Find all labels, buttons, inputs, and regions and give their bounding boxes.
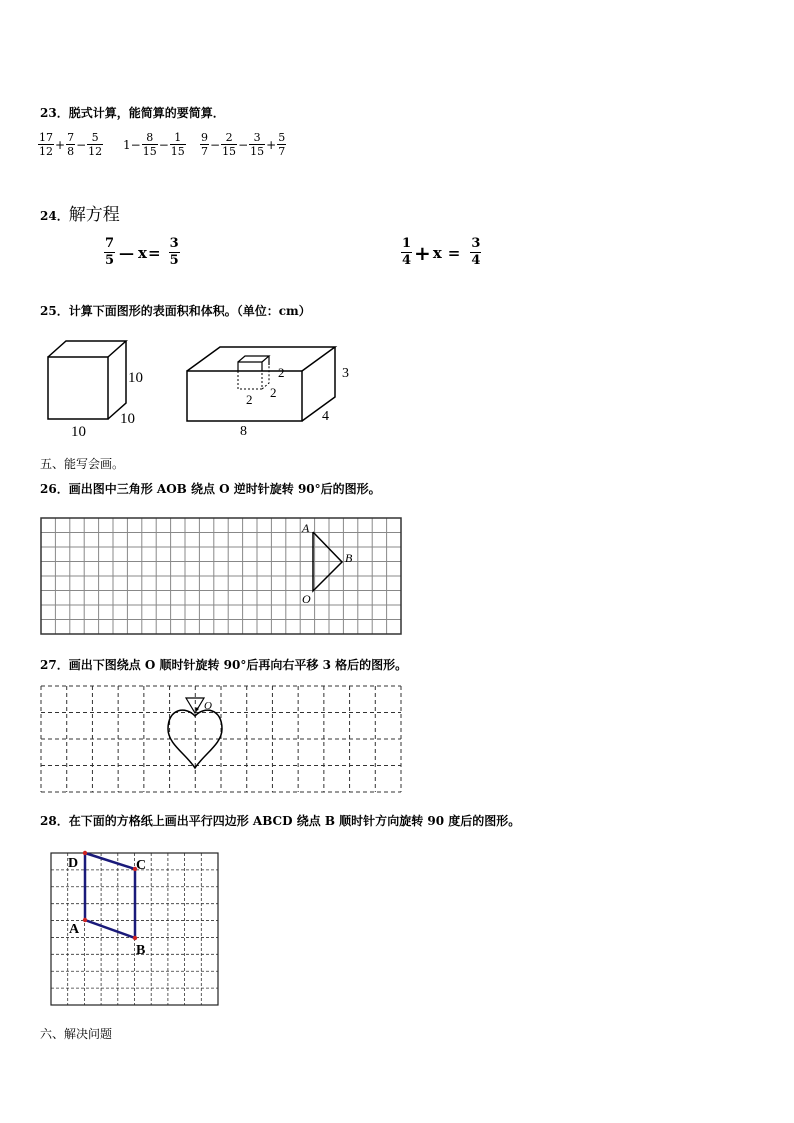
operator: + xyxy=(266,137,277,152)
label-o: O xyxy=(204,700,212,712)
operator: − xyxy=(158,137,169,152)
fraction: $\frac{2}{15}$ xyxy=(222,131,237,158)
fraction: $\frac{1}{15}$ xyxy=(170,131,185,158)
q24-equation-1 xyxy=(104,236,180,269)
operator: 1− xyxy=(123,137,141,152)
cube-figure xyxy=(48,341,126,419)
vertex-points xyxy=(83,851,137,940)
cut-cube-front xyxy=(238,362,262,371)
q23-expression-1 xyxy=(38,131,103,158)
label-a: A xyxy=(302,521,310,535)
cube-width-label: 10 xyxy=(71,424,86,440)
cube-top-face xyxy=(48,341,126,357)
q27-grid-figure xyxy=(40,684,404,796)
fraction: $\frac{3}{15}$ xyxy=(250,131,265,158)
cut-cube-top xyxy=(238,356,269,362)
cut-cube-hidden-side xyxy=(262,365,269,389)
fraction: $\frac{17}{12}$ xyxy=(39,131,53,158)
prism-depth-label: 4 xyxy=(322,409,329,424)
q23-expression-3 xyxy=(200,131,286,158)
label-b: B xyxy=(345,551,353,565)
label-a: A xyxy=(69,922,80,937)
q26-grid xyxy=(41,518,401,634)
label-c: C xyxy=(136,858,147,873)
operator: − xyxy=(210,137,221,152)
fraction: $\frac{3}{5}$ xyxy=(169,236,179,268)
cut-width-label: 2 xyxy=(246,392,253,407)
q23-title: 23．脱式计算，能简算的要简算． xyxy=(40,106,225,120)
cube-depth-label: 10 xyxy=(120,411,135,427)
q25-title: 25．计算下面图形的表面积和体积。（单位：cm） xyxy=(40,304,311,318)
vertex-d xyxy=(83,851,87,855)
label-d: D xyxy=(68,856,79,871)
q24-heading xyxy=(40,200,120,225)
fraction: $\frac{5}{7}$ xyxy=(278,131,286,158)
q26-title: 26．画出图中三角形 AOB 绕点 O 逆时针旋转 90°后的图形。 xyxy=(40,482,381,496)
prism-width-label: 8 xyxy=(240,424,247,439)
label-o: O xyxy=(302,592,311,606)
fraction: $\frac{1}{4}$ xyxy=(402,236,412,268)
minus-sign: — xyxy=(119,243,135,262)
plus-sign: + xyxy=(414,240,431,265)
fraction: $\frac{7}{5}$ xyxy=(105,236,115,268)
q28-title: 28．在下面的方格纸上画出平行四边形 ABCD 绕点 B 顺时针方向旋转 90 度后的图形。 xyxy=(40,814,521,828)
parallelogram-abcd xyxy=(85,853,135,938)
cut-depth-label: 2 xyxy=(270,385,277,400)
fraction: $\frac{9}{7}$ xyxy=(201,131,208,158)
q24-equation-2 xyxy=(401,236,481,269)
q28-grid-figure xyxy=(40,846,226,1010)
operator: − xyxy=(238,137,249,152)
q27-grid xyxy=(41,686,401,792)
cut-cube-hidden-front xyxy=(238,371,262,389)
label-b: B xyxy=(136,943,146,958)
cube-front-face xyxy=(48,357,108,419)
fraction: $\frac{3}{4}$ xyxy=(471,236,481,268)
cube-side-face xyxy=(108,341,126,419)
operator: − xyxy=(76,137,87,152)
prism-front-face xyxy=(187,371,302,421)
cube-height-label: 10 xyxy=(128,370,143,386)
prism-top-face xyxy=(187,347,335,371)
q25-figures xyxy=(40,335,370,440)
q24-number: 24． xyxy=(40,209,69,223)
q24-title: 解方程 xyxy=(68,205,120,225)
q26-grid-figure xyxy=(40,516,404,638)
vertex-a xyxy=(83,918,87,922)
fraction: $\frac{7}{8}$ xyxy=(67,131,75,158)
variable-x: x xyxy=(138,243,147,262)
section-5-heading: 五、能写会画。 xyxy=(40,457,125,471)
equals-sign: = xyxy=(447,243,461,262)
cut-height-label: 2 xyxy=(278,365,285,380)
prism-figure xyxy=(187,347,335,421)
q27-title: 27．画出下图绕点 O 顺时针旋转 90°后再向右平移 3 格后的图形。 xyxy=(40,658,408,672)
equals-sign: = xyxy=(148,243,161,262)
prism-height-label: 3 xyxy=(342,366,349,381)
variable-x: x xyxy=(432,243,442,262)
vertex-b xyxy=(133,936,137,940)
fraction: $\frac{8}{15}$ xyxy=(142,131,157,158)
q23-expression-2 xyxy=(122,131,186,158)
section-6-heading: 六、解决问题 xyxy=(40,1027,113,1041)
operator: + xyxy=(55,137,66,152)
fraction: $\frac{5}{12}$ xyxy=(88,131,103,158)
point-o xyxy=(196,708,199,711)
